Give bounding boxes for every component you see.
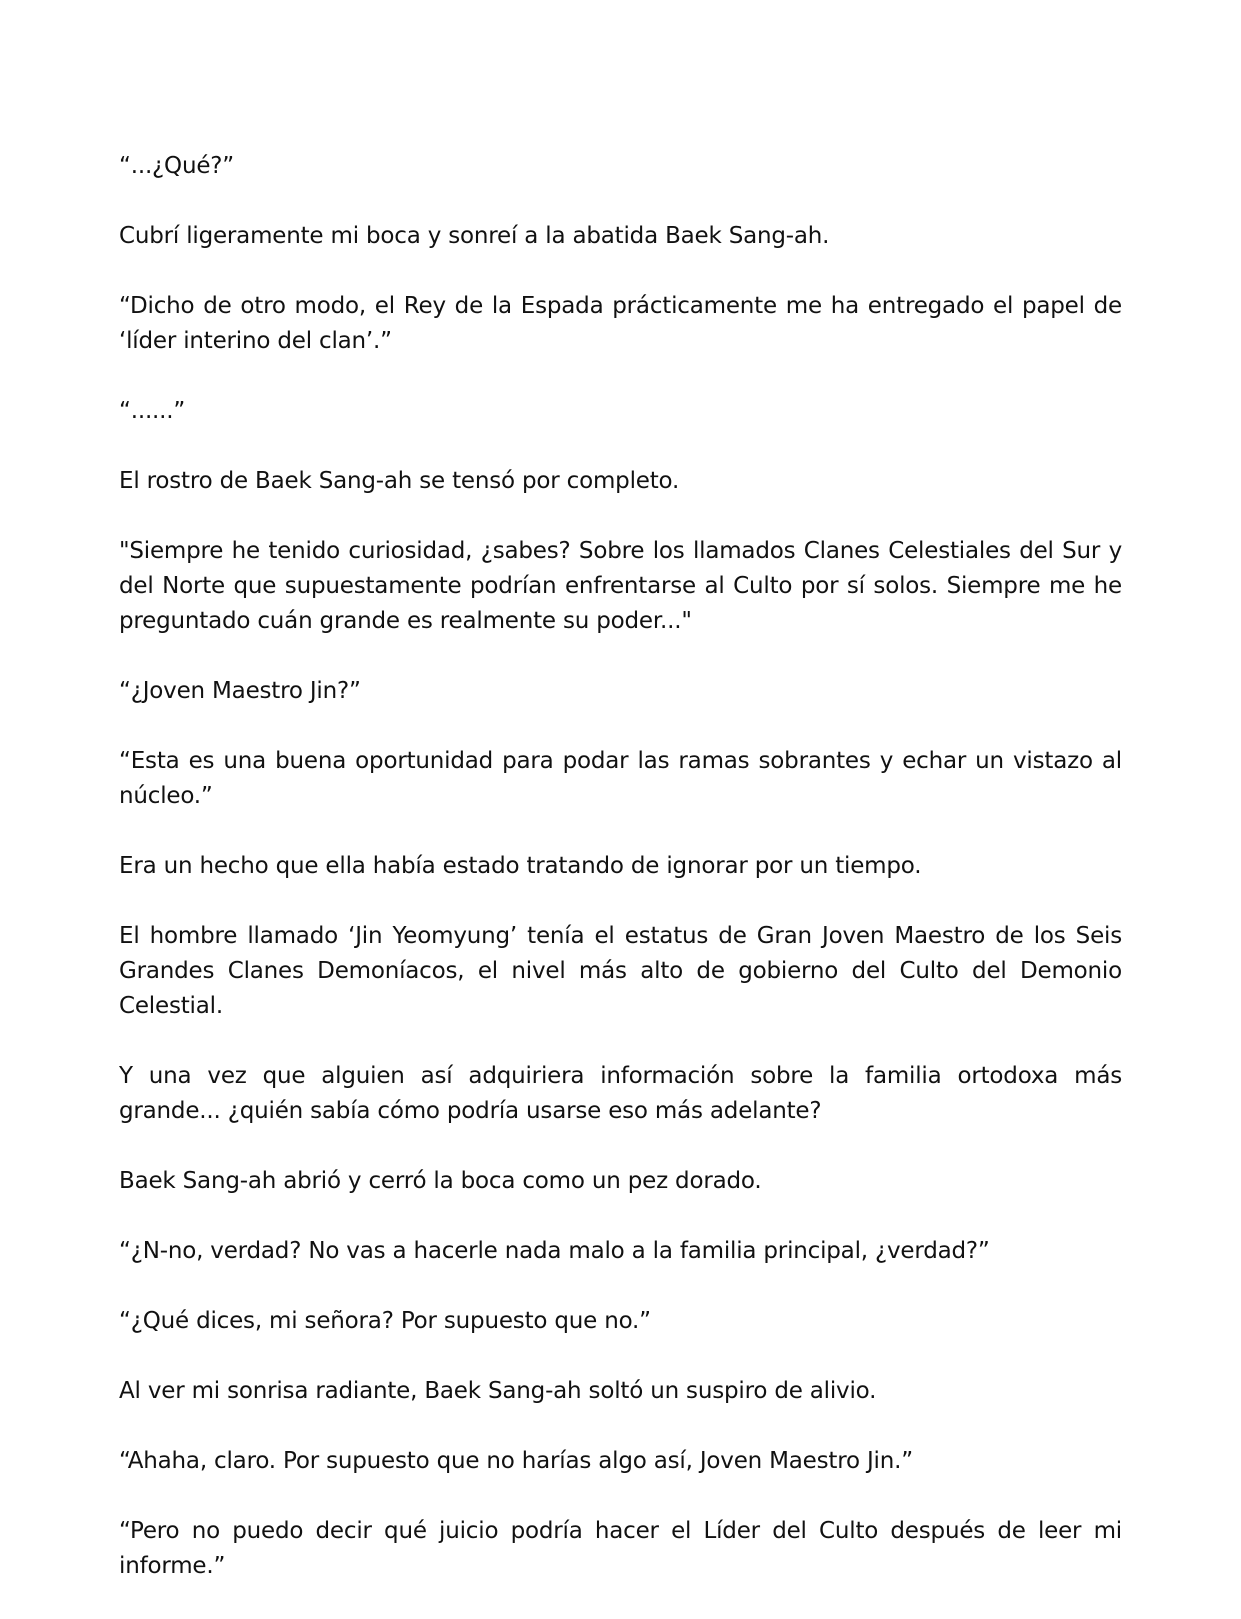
paragraph: “Esta es una buena oportunidad para podar las ramas sobrantes y echar un vistazo al núcleo.” (119, 748, 1122, 809)
paragraph: “¿Qué dices, mi señora? Por supuesto que no.” (119, 1308, 651, 1334)
document-body (119, 149, 1122, 1584)
paragraph: Cubrí ligeramente mi boca y sonreí a la abatida Baek Sang-ah. (119, 223, 830, 249)
paragraph: “¿Joven Maestro Jin?” (119, 678, 361, 704)
paragraph: “Dicho de otro modo, el Rey de la Espada prácticamente me ha entregado el papel de ‘líder interino del clan’.” (119, 293, 1122, 354)
paragraph: "Siempre he tenido curiosidad, ¿sabes? Sobre los llamados Clanes Celestiales del Sur y del Norte que supuestamente podrían enfrentarse al Culto por sí solos. Siempre me he preguntado cuán grande es realmente su poder..." (119, 538, 1122, 634)
paragraph: “......” (119, 398, 186, 424)
paragraph: Al ver mi sonrisa radiante, Baek Sang-ah soltó un suspiro de alivio. (119, 1378, 877, 1404)
paragraph: “¿N-no, verdad? No vas a hacerle nada malo a la familia principal, ¿verdad?” (119, 1238, 990, 1264)
paragraph: El rostro de Baek Sang-ah se tensó por completo. (119, 468, 680, 494)
paragraph: Y una vez que alguien así adquiriera información sobre la familia ortodoxa más grande... ¿quién sabía cómo podría usarse eso más adelante? (119, 1063, 1122, 1124)
paragraph: Baek Sang-ah abrió y cerró la boca como un pez dorado. (119, 1168, 762, 1194)
paragraph: Era un hecho que ella había estado tratando de ignorar por un tiempo. (119, 853, 922, 879)
paragraph: “...¿Qué?” (119, 153, 235, 179)
paragraph: “Pero no puedo decir qué juicio podría hacer el Líder del Culto después de leer mi informe.” (119, 1518, 1122, 1579)
paragraph: El hombre llamado ‘Jin Yeomyung’ tenía el estatus de Gran Joven Maestro de los Seis Grandes Clanes Demoníacos, el nivel más alto de gobierno del Culto del Demonio Celestial. (119, 923, 1122, 1019)
paragraph: “Ahaha, claro. Por supuesto que no harías algo así, Joven Maestro Jin.” (119, 1448, 913, 1474)
